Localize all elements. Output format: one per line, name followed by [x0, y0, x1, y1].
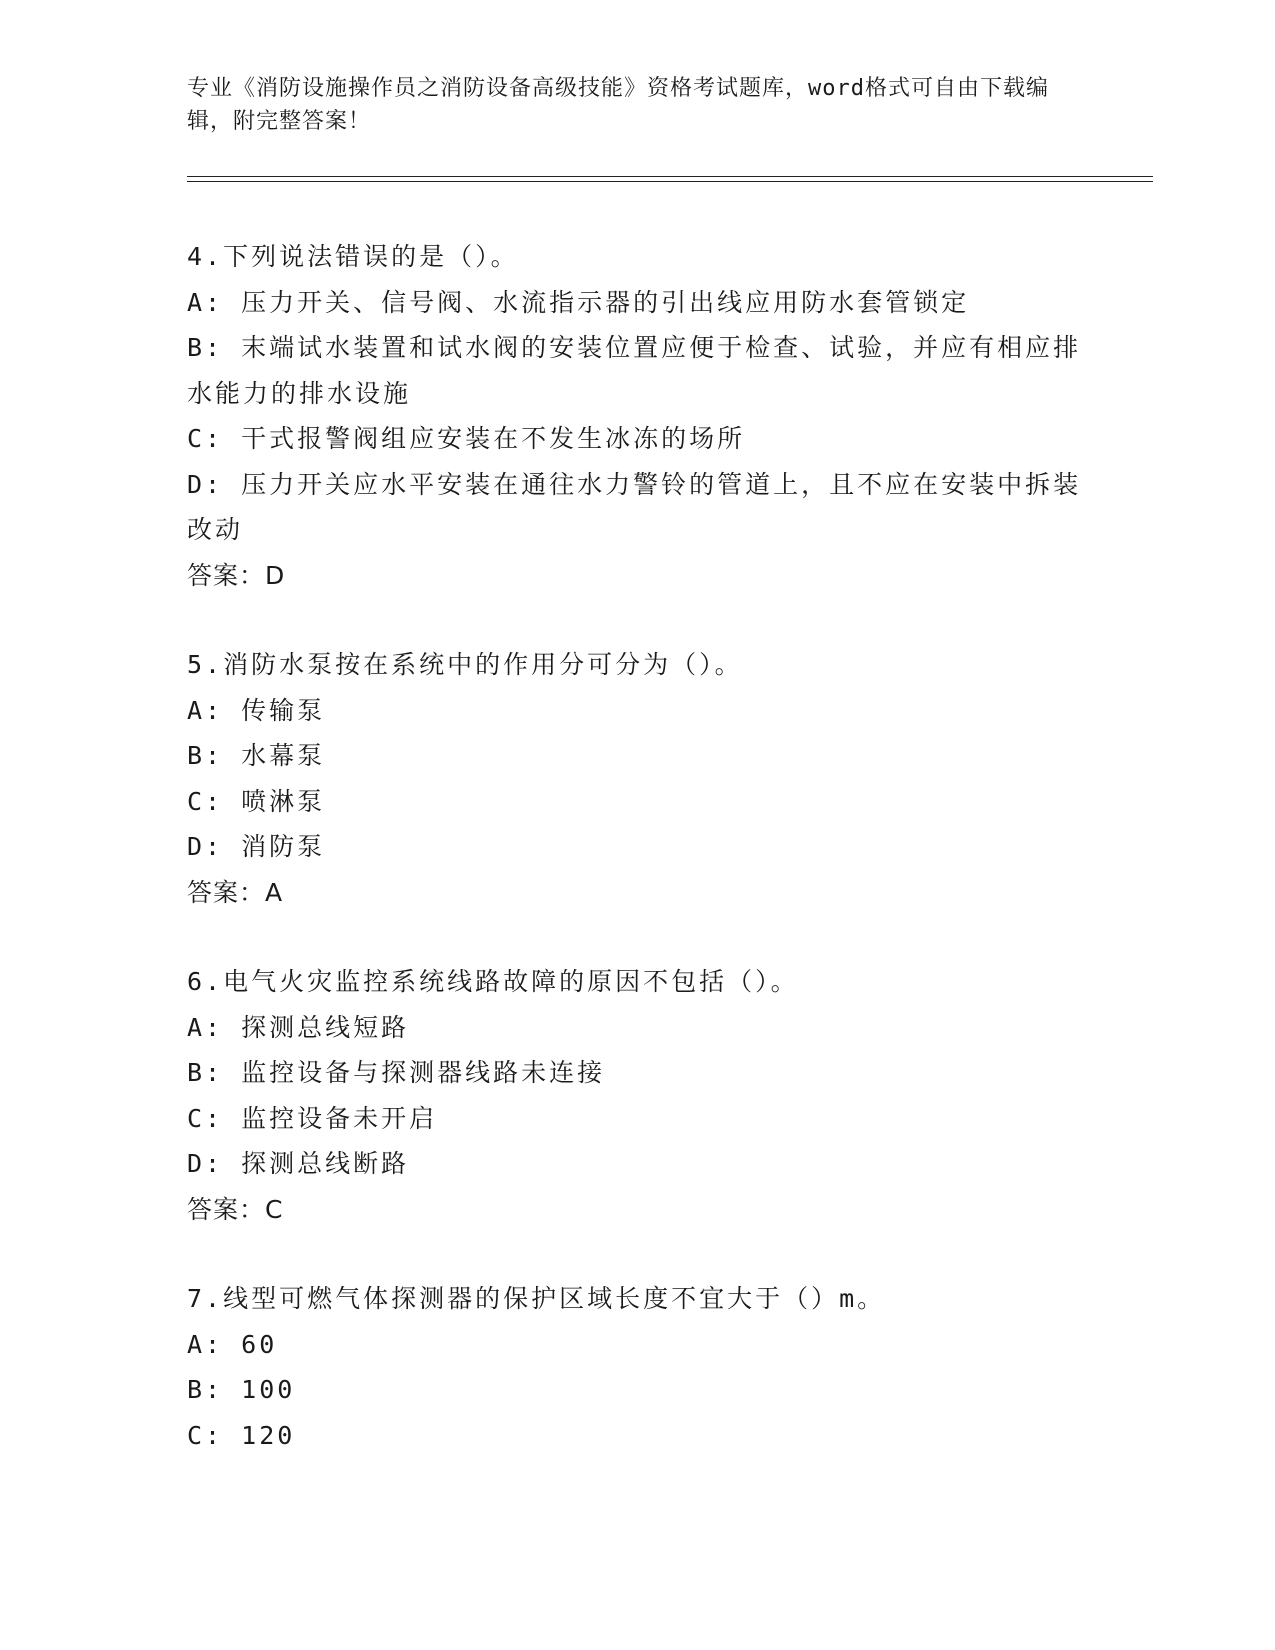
question-4	[187, 234, 1087, 598]
option-text: 水幕泵	[241, 741, 326, 770]
question-5	[187, 642, 1087, 915]
option-d	[187, 462, 1087, 553]
question-7	[187, 1276, 1087, 1458]
question-stem: 6.电气火灾监控系统线路故障的原因不包括（）。	[187, 967, 799, 996]
option-text: 100	[241, 1375, 296, 1404]
option-label: B:	[187, 1375, 224, 1404]
option-label: C:	[187, 424, 224, 453]
option-a	[187, 1005, 1087, 1051]
option-label: C:	[187, 1420, 224, 1450]
option-b	[187, 325, 1087, 416]
option-c	[187, 1096, 1087, 1142]
option-text: 干式报警阀组应安装在不发生冰冻的场所	[241, 424, 746, 453]
option-b	[187, 1367, 1087, 1413]
option-d	[187, 824, 1087, 870]
option-text: 探测总线短路	[241, 1012, 410, 1042]
option-text: 传输泵	[241, 695, 326, 725]
option-label: A:	[187, 1329, 224, 1359]
option-text: 压力开关应水平安装在通往水力警铃的管道上，且不应在安装中拆装改动	[187, 469, 1082, 544]
option-text: 监控设备与探测器线路未连接	[241, 1058, 606, 1087]
option-label: A:	[187, 1012, 224, 1042]
option-text: 消防泵	[241, 832, 326, 861]
option-c	[187, 779, 1087, 825]
option-label: B:	[187, 333, 224, 362]
option-b	[187, 1050, 1087, 1096]
answer-line: 答案：A	[187, 877, 284, 907]
question-list	[187, 234, 1087, 1502]
option-d	[187, 1141, 1087, 1187]
option-text: 压力开关、信号阀、水流指示器的引出线应用防水套管锁定	[241, 287, 970, 317]
option-text: 60	[241, 1329, 278, 1359]
option-label: C:	[187, 1103, 224, 1133]
answer-line: 答案：C	[187, 1194, 284, 1224]
option-c	[187, 416, 1087, 462]
option-c	[187, 1413, 1087, 1459]
option-a	[187, 1322, 1087, 1368]
option-label: C:	[187, 786, 224, 816]
question-stem: 5.消防水泵按在系统中的作用分可分为（）。	[187, 650, 743, 679]
option-label: D:	[187, 469, 224, 499]
option-label: A:	[187, 695, 224, 725]
option-b	[187, 733, 1087, 779]
option-a	[187, 688, 1087, 734]
option-text: 喷淋泵	[241, 786, 326, 816]
option-label: A:	[187, 287, 224, 317]
question-stem: 7.线型可燃气体探测器的保护区域长度不宜大于（）m。	[187, 1284, 886, 1313]
option-label: D:	[187, 1149, 224, 1178]
option-text: 探测总线断路	[241, 1149, 410, 1178]
question-6	[187, 959, 1087, 1232]
option-label: B:	[187, 741, 224, 770]
option-a	[187, 280, 1087, 326]
header-text: 专业《消防设施操作员之消防设备高级技能》资格考试题库，word格式可自由下载编辑，附完整答案！	[187, 76, 1049, 134]
question-stem: 4.下列说法错误的是（）。	[187, 242, 519, 271]
answer-line: 答案：D	[187, 560, 286, 590]
header-divider-top	[187, 176, 1153, 177]
option-label: B:	[187, 1058, 224, 1087]
option-text: 末端试水装置和试水阀的安装位置应便于检查、试验，并应有相应排水能力的排水设施	[187, 333, 1082, 408]
header-divider-bottom	[187, 181, 1153, 182]
option-text: 监控设备未开启	[241, 1103, 438, 1133]
option-label: D:	[187, 832, 224, 861]
option-text: 120	[241, 1420, 296, 1450]
document-header	[187, 72, 1067, 138]
